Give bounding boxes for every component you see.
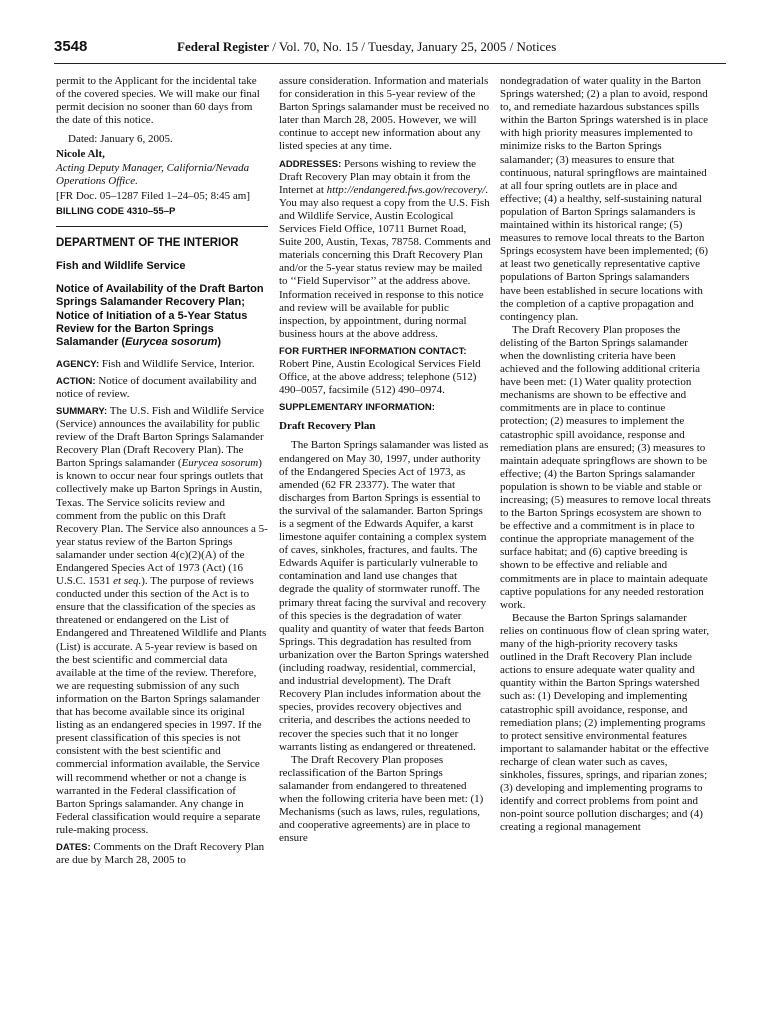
- summary-text-1: The U.S. Fish and Wildlife Service (Service) announces the availability for public review of the Draft Barton Springs Salamander Recovery Plan (Draft Recovery Plan). The Barton Springs salamander (: [56, 404, 265, 470]
- agency-text: Fish and Wildlife Service, Interior.: [99, 357, 255, 370]
- paragraph: Because the Barton Springs salamander relies on continuous flow of clean spring water, many of the high-priority recovery tasks outlined in the Draft Recovery Plan include actions to ensure adequate water quality and quantity within the Barton Springs watershed such as: (1) Developing and implementing catastrophic spill avoidance, response, and remediation plans; (2) implementing programs to protect sensitive environmental features important to salamander habitat or the effective recharge of clean water such as caves, sinkholes, fissures, springs, and riparian zones; (3) developing and implementing programs to identify and correct problems from point and non-point source pollution discharges; and (4) creating a regional management: [500, 611, 710, 834]
- addresses-label: ADDRESSES:: [279, 158, 342, 170]
- addresses-field: [279, 158, 491, 341]
- page-header: [54, 38, 724, 60]
- addresses-text-1: Persons wishing to review the Draft Recovery Plan may obtain it from the Internet at: [279, 157, 477, 196]
- addresses-text-2: . You may also request a copy from the U.S. Fish and Wildlife Service, Austin Ecological Services Field Office, 10711 Burnet Road, Suite 200, Austin, Texas, 78758. Comments and materials concerning this Draft Recovery Plan and/or the 5-year status review may be mailed to ‘‘Field Supervisor’’ at the address above. Information received in response to this notice and review will be available for public inspection, by appointment, during normal business hours at the above address.: [279, 183, 491, 340]
- paragraph: The Barton Springs salamander was listed as endangered on May 30, 1997, under authority of the Endangered Species Act of 1973, as amended (62 FR 23377). The water that discharges from Barton Springs is essential to the survival of the salamander. Barton Springs is a segment of the Edwards Aquifer, a karst limestone aquifer containing a complex system of caves, sinkholes, fractures, and faults. The Edwards Aquifer is particularly vulnerable to contamination and land use changes that degrade the quality of stormwater runoff. The primary threat facing the survival and recovery of this species is the degradation of water quality and quantity of water that feeds Barton Springs. This degradation has resulted from urbanization over the Barton Springs watershed (including roadway, residential, commercial, and industrial development). The Draft Recovery Plan includes information about the species, provides recovery objectives and criteria, and describes the actions needed to recover the species such that it no longer warrants listing as endangered or threatened.: [279, 439, 489, 753]
- billing-code: BILLING CODE 4310–55–P: [56, 205, 176, 217]
- running-head-issue: / Vol. 70, No. 15 / Tuesday, January 25, 2005 / Notices: [269, 39, 557, 54]
- agency-field: [56, 358, 268, 371]
- action-text: Notice of document availability and notice of review.: [56, 374, 257, 400]
- contact-label: FOR FURTHER INFORMATION CONTACT:: [279, 345, 467, 357]
- page-number: 3548: [54, 38, 88, 55]
- agency-label: AGENCY:: [56, 358, 100, 370]
- dates-text: Comments on the Draft Recovery Plan are due by March 28, 2005 to: [56, 840, 265, 867]
- dates-label: DATES:: [56, 841, 91, 853]
- dates-field: [56, 841, 268, 867]
- dates-continuation: assure consideration. Information and materials for consideration in this 5-year review of the Barton Springs salamander must be received no later than March 28, 2005. However, we will continue to accept new information about any listed species at any time.: [279, 75, 490, 153]
- action-label: ACTION:: [56, 375, 96, 387]
- paragraph-continuation: nondegradation of water quality in the Barton Springs watershed; (2) a plan to avoid, respond to, and remediate hazardous substances spills within the Barton Springs watershed is in place with high priority measures implemented to minimize risks to the Barton Springs salamander; (3) measures to ensure that continuous, natural springflows are maintained at all four spring outlets are in place and effective; (4) a healthy, self-sustaining natural population of Barton Springs salamanders is maintained within its historical range; (5) measures to remove local threats to the Barton Springs ecosystem have been implemented; (6) at least two genetically representative captive populations of Barton Springs salamanders have been established in secure locations with the completion of a captive propagation and contingency plan.: [500, 75, 709, 323]
- summary-field: [56, 405, 268, 837]
- summary-text-2: ) is known to occur near four springs outlets that collectively make up Barton Springs in Austin, Texas. The Service solicits review and comment from the public on this Draft Recovery Plan. The Service also announces a 5-year status review of the Barton Springs salamander under section 4(c)(2)(A) of the Endangered Species Act of 1973 (Act) (16 U.S.C. 1531: [56, 457, 268, 588]
- signature-date: Dated: January 6, 2005.: [68, 133, 173, 146]
- summary-species: Eurycea sosorum: [181, 457, 259, 470]
- notice-title: [56, 283, 268, 349]
- draft-recovery-plan-heading: Draft Recovery Plan: [279, 420, 376, 433]
- continuation-paragraph: permit to the Applicant for the incidental take of the covered species. We will make our final permit decision no sooner than 60 days from the date of this notice.: [56, 75, 260, 127]
- service-heading: Fish and Wildlife Service: [56, 260, 186, 273]
- paragraph: The Draft Recovery Plan proposes the delisting of the Barton Springs salamander when the downlisting criteria have been achieved and the following additional criteria have been met: (1) Water quality protection mechanisms are shown to be effective and commitments are in place to continue protection; (2) measures to implement the catastrophic spill avoidance, response and remediation plans are ensured; (3) measures to maintain adequate springflows are shown to be effective; (4) the Barton Springs salamander population is shown to be viable and stable or increasing; (5) measures to remove local threats to the Barton Springs ecosystem are shown to be effective and a commitment is in place to continue the appropriate management of the surface habitat; and (6) captive breeding is shown to be effective and reliable and commitments are in place to maintain adequate captive populations for any needed restoration work.: [500, 323, 711, 611]
- running-head: [177, 39, 556, 55]
- column-3: [500, 75, 712, 834]
- action-field: [56, 375, 268, 401]
- column-2: [279, 75, 491, 845]
- section-divider: [56, 226, 268, 227]
- summary-text-3: ). The purpose of reviews conducted under this section of the Act is to ensure that the classification of the species as threatened or endangered on the List of Endangered and Threatened Wildlife and Plants (List) is accurate. A 5-year review is based on the best scientific and commercial data available at the time of the review. Therefore, we are requesting submission of any such information on the Barton Springs salamander that has become available since its original listing as an endangered species in 1997. If the present classification of this species is not consistent with the best scientific and commercial information available, the Service will recommend whether or not a change is warranted in the Federal classification of Barton Springs salamander. Any change in Federal classification would require a separate rule-making process.: [56, 575, 267, 836]
- notice-title-text: Notice of Availability of the Draft Barton Springs Salamander Recovery Plan; Notice of Initiation of a 5-Year Status Review for the Barton Springs Salamander (: [56, 283, 264, 349]
- signer-title: Acting Deputy Manager, California/Nevada Operations Office.: [56, 161, 250, 187]
- summary-label: SUMMARY:: [56, 405, 108, 417]
- fr-doc-line: [FR Doc. 05–1287 Filed 1–24–05; 8:45 am]: [56, 189, 251, 202]
- notice-title-end: ): [217, 336, 222, 349]
- contact-field: [279, 345, 491, 397]
- paragraph: The Draft Recovery Plan proposes reclassification of the Barton Springs salamander from endangered to threatened when the following criteria have been met: (1) Mechanisms (such as laws, rules, regulations, and cooperative agreements) are in place to ensure: [279, 753, 484, 845]
- signer-name: Nicole Alt,: [56, 148, 105, 161]
- column-1: [56, 75, 268, 867]
- contact-text: Robert Pine, Austin Ecological Services Field Office, at the above address; telephone (512) 490–0057, facsimile (512) 490–0974.: [279, 357, 481, 397]
- supplementary-information-heading: SUPPLEMENTARY INFORMATION:: [279, 402, 435, 414]
- department-heading: DEPARTMENT OF THE INTERIOR: [56, 236, 239, 249]
- notice-title-species: Eurycea sosorum: [125, 336, 218, 349]
- header-rule: [54, 63, 726, 64]
- recovery-plan-url[interactable]: http://endangered.fws.gov/recovery/: [326, 183, 486, 196]
- running-head-publication: Federal Register: [177, 39, 270, 54]
- summary-et-seq: et seq.: [113, 575, 142, 588]
